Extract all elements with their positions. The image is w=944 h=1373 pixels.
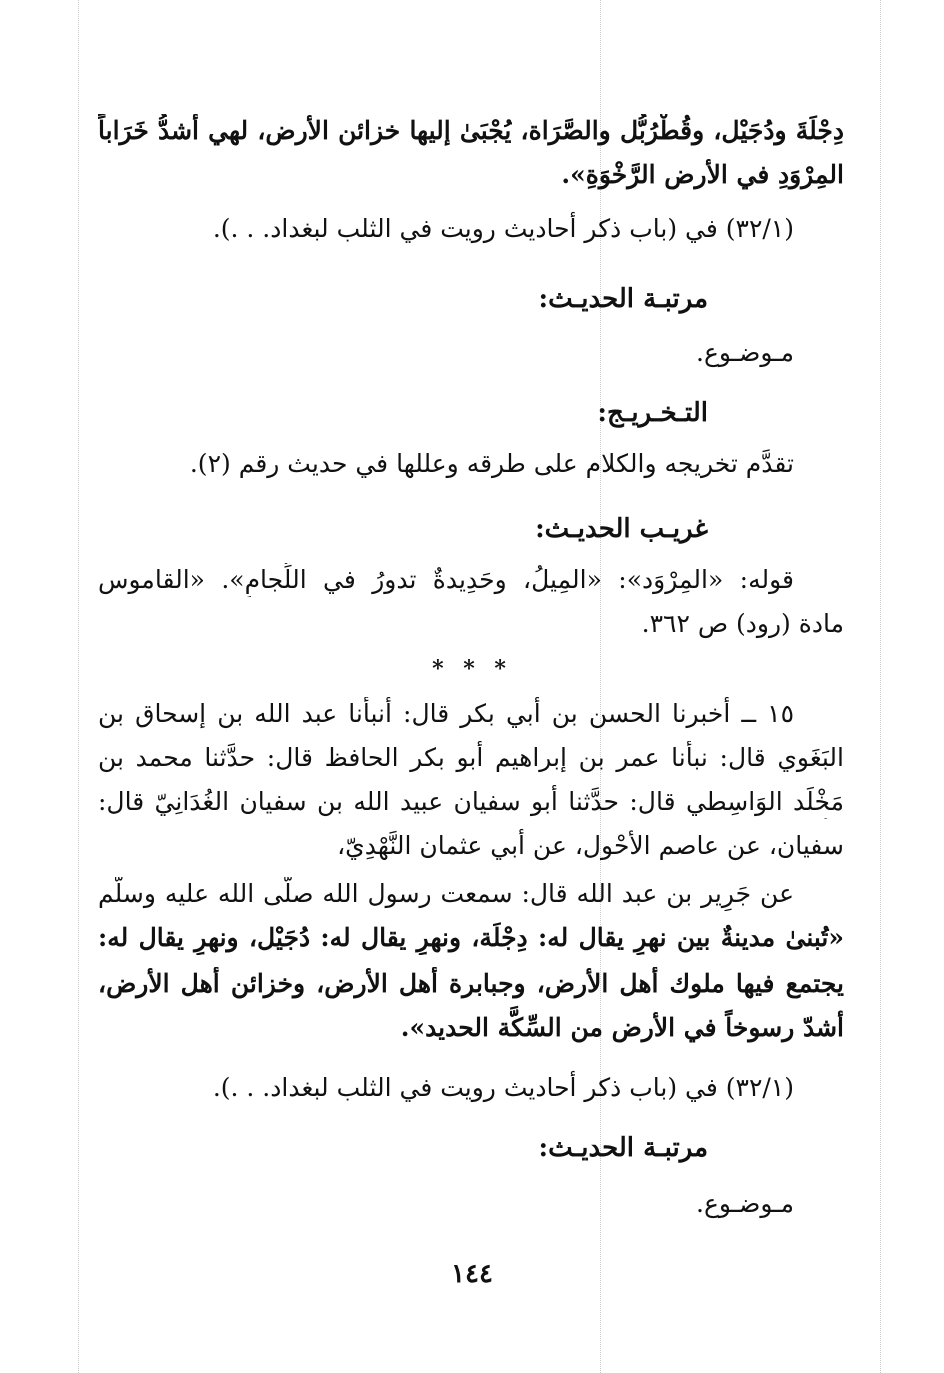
hadith-text-line: دِجْلَةَ ودُجَيْل، وقُطْرُبُّل والصَّرَاة، يُجْبَىٰ إليها خزائن الأرض، لهي أشدُّ خَرَاباً bbox=[98, 116, 844, 145]
section-heading-takhrij: التـخـريـج: bbox=[597, 398, 708, 428]
section-heading-hadith-rank: مرتبـة الحديـث: bbox=[538, 284, 708, 314]
isnad-line: سفيان، عن عاصم الأحْول، عن أبي عثمان النَّهْدِيّ، bbox=[337, 831, 844, 860]
matn-line: يجتمع فيها ملوك أهل الأرض، وجبابرة أهل الأرض، وخزائن أهل الأرض، bbox=[98, 969, 844, 998]
matn-line: أشدّ رسوخاً في الأرض من السِّكَّة الحديد». bbox=[400, 1013, 844, 1042]
takhrij-text: تقدَّم تخريجه والكلام على طرقه وعللها في حديث رقم (٢). bbox=[189, 449, 794, 478]
page-number: ١٤٤ bbox=[451, 1259, 493, 1289]
section-heading-hadith-rank: مرتبـة الحديـث: bbox=[538, 1133, 708, 1163]
margin-guide-center bbox=[600, 0, 601, 1373]
gharib-text-line: قوله: «المِرْوَد»: «المِيلُ، وحَدِيدةٌ تدورُ في اللِّجامِ». «القاموس bbox=[98, 565, 794, 594]
isnad-line: ١٥ ــ أخبرنا الحسن بن أبي بكر قال: أنبأنا عبد الله بن إسحاق بن bbox=[98, 699, 794, 728]
isnad-line: مَخْلَد الوَاسِطي قال: حدَّثنا أبو سفيان عبيد الله بن سفيان الغُدَانِيّ قال: bbox=[98, 787, 844, 816]
source-reference: (٣٢/١) في (باب ذكر أحاديث رويت في الثلب لبغداد. . .). bbox=[212, 1073, 794, 1102]
matn-intro-line: عن جَرِير بن عبد الله قال: سمعت رسول الله صلَّى الله عليه وسلَّم bbox=[98, 879, 794, 908]
hadith-rank-value: مـوضـوع. bbox=[696, 338, 794, 367]
source-reference: (٣٢/١) في (باب ذكر أحاديث رويت في الثلب لبغداد. . .). bbox=[212, 214, 794, 243]
margin-guide-right bbox=[880, 0, 881, 1373]
isnad-line: البَغَوي قال: نبأنا عمر بن إبراهيم أبو بكر الحافظ قال: حدَّثنا محمد بن bbox=[98, 743, 844, 772]
section-separator: * * * bbox=[432, 656, 512, 682]
hadith-text-line: المِرْوَدِ في الأرض الرَّخْوَةِ». bbox=[561, 160, 844, 189]
margin-guide-left bbox=[78, 0, 79, 1373]
hadith-rank-value: مـوضـوع. bbox=[696, 1189, 794, 1218]
section-heading-gharib: غريـب الحديـث: bbox=[535, 514, 708, 544]
gharib-text-line: مادة (رود) ص ٣٦٢. bbox=[641, 609, 844, 638]
matn-line: «تُبنىٰ مدينةٌ بين نهرٍ يقال له: دِجْلَة، ونهرٍ يقال له: دُجَيْل، ونهرٍ يقال له: bbox=[98, 923, 844, 952]
